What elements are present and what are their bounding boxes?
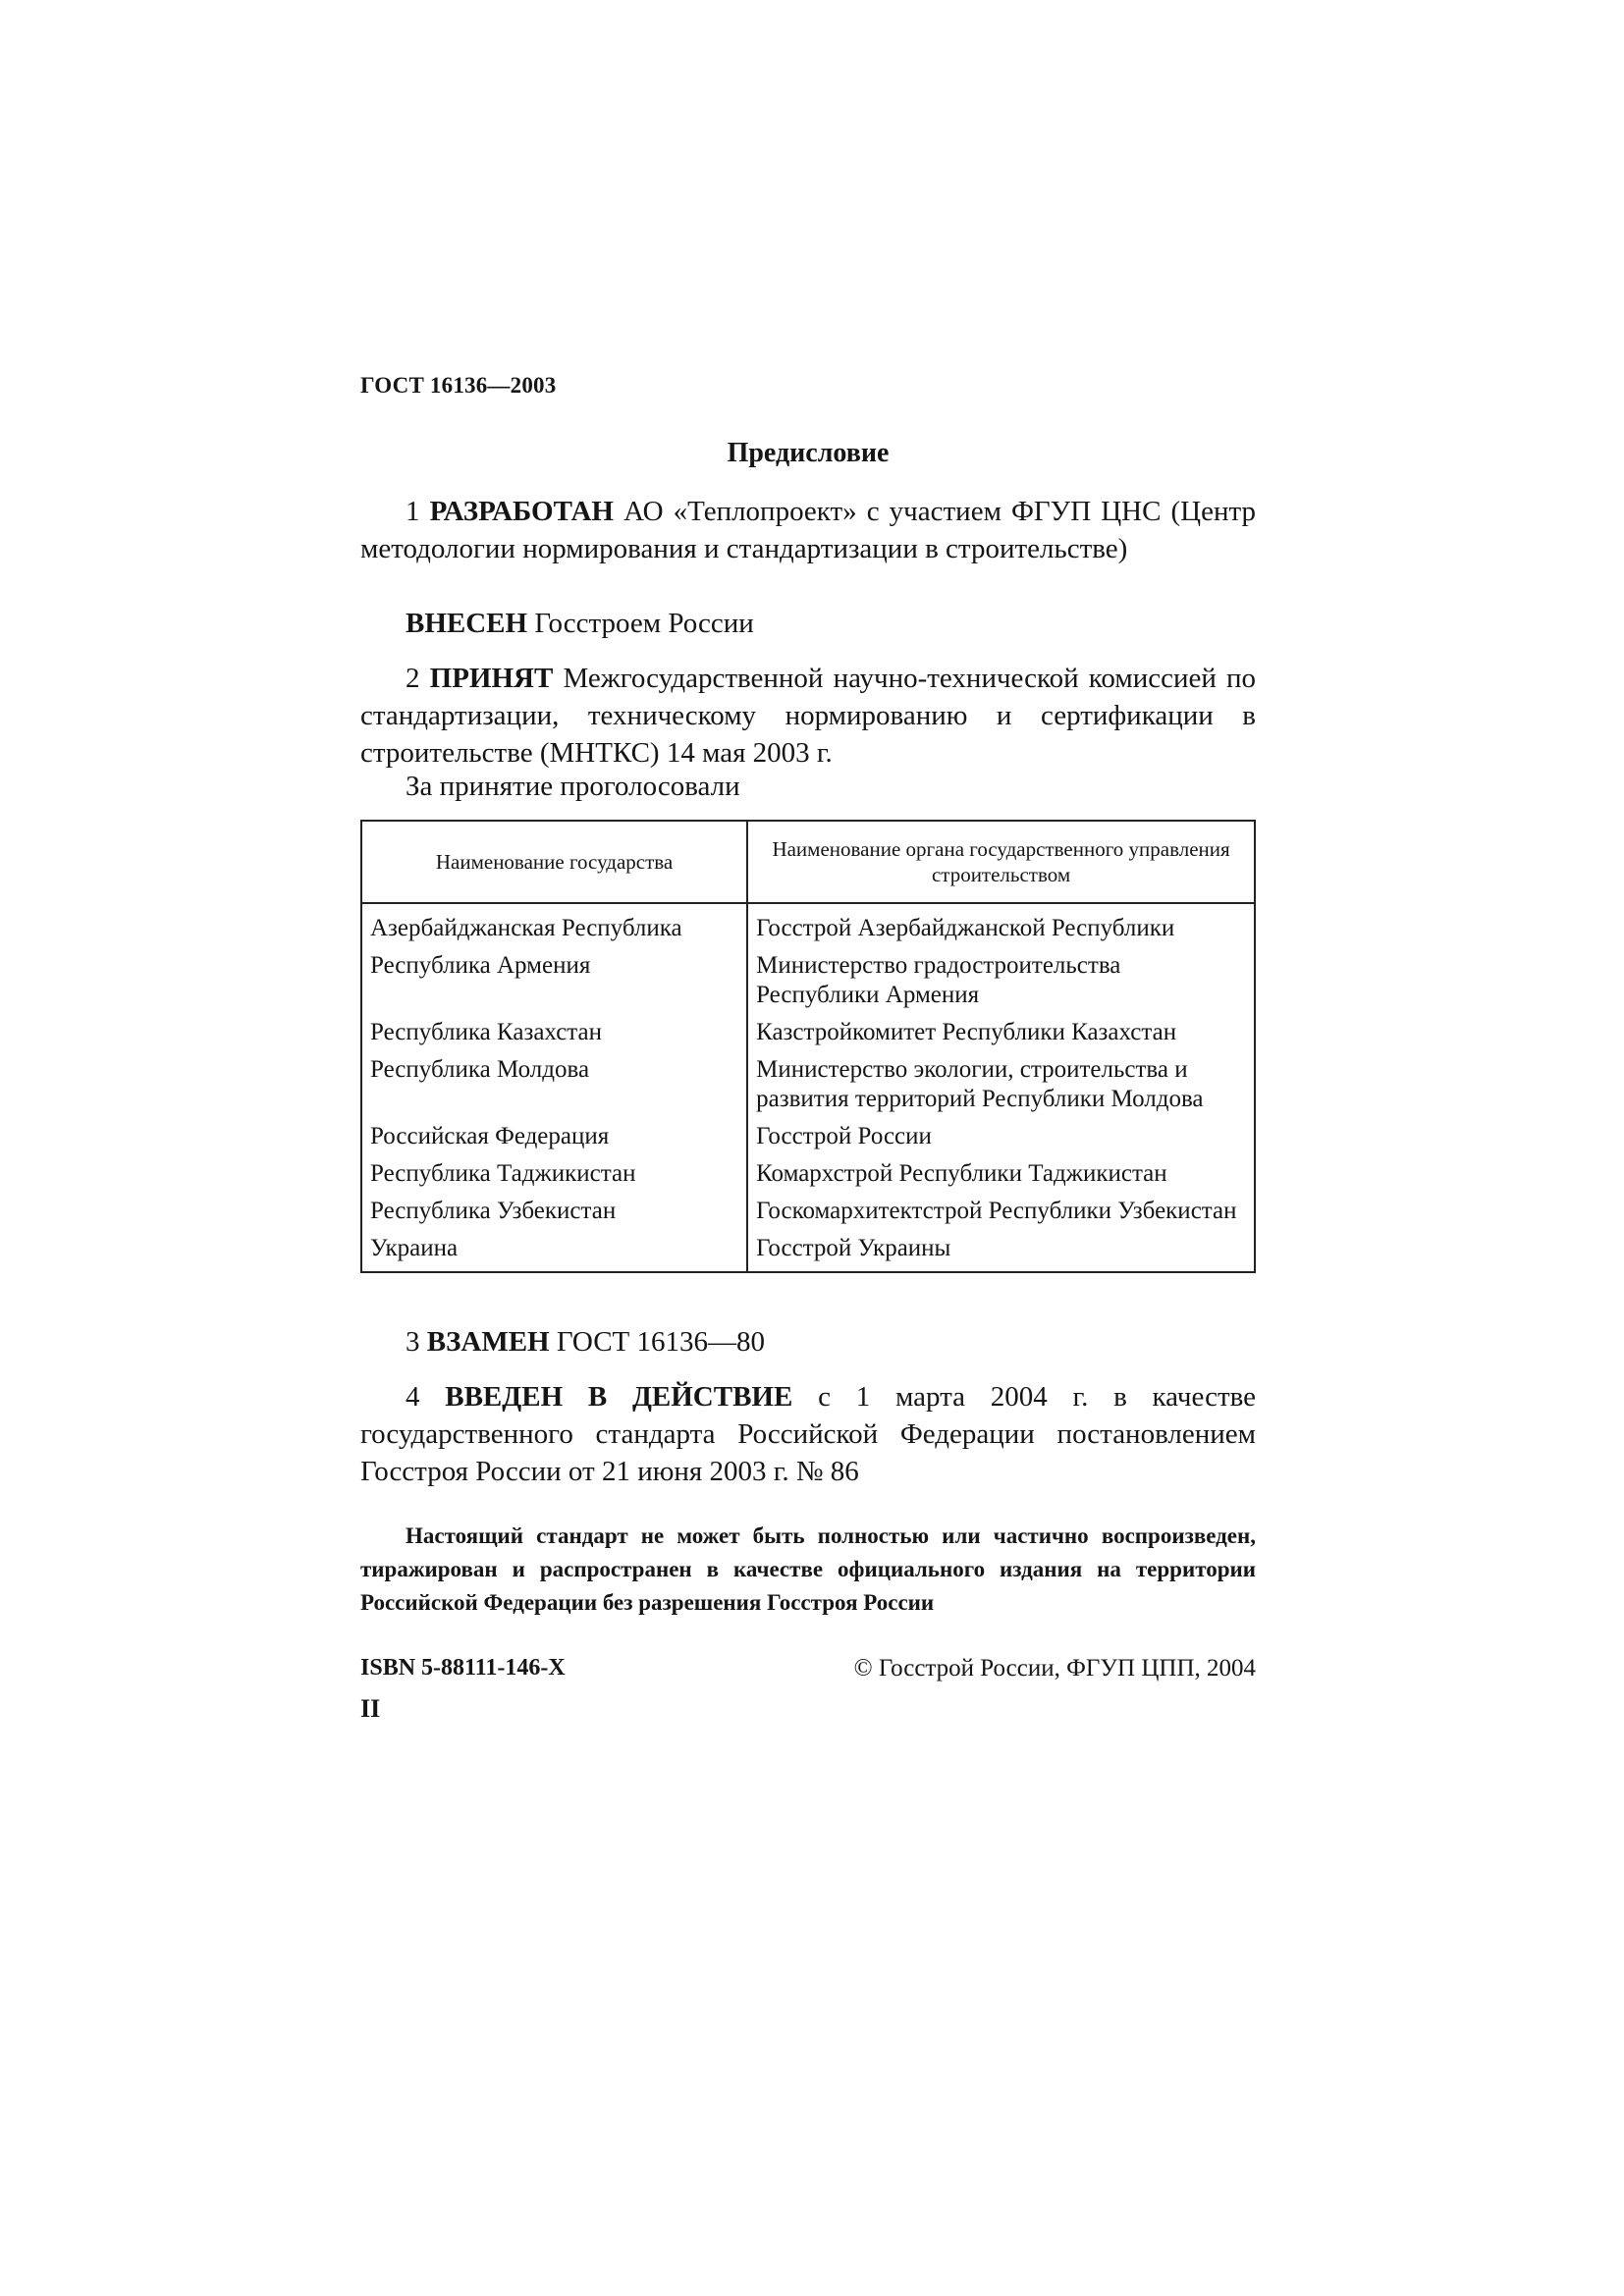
item-keyword: ВВЕДЕН В ДЕЙСТВИЕ: [445, 1381, 793, 1413]
state-cell: Республика Армения: [361, 951, 747, 1018]
item-developed: [360, 493, 1256, 567]
column-header-state: Наименование государства: [361, 821, 747, 903]
item-text: АО «Теплопроект» с участием ФГУП ЦНС (Центр методологии нормирования и стандартизации в строительстве): [360, 496, 1257, 564]
state-cell: Республика Молдова: [361, 1055, 747, 1122]
item-adopted: [360, 660, 1256, 772]
state-cell: Республика Узбекистан: [361, 1197, 747, 1234]
item-replaces: [360, 1323, 1256, 1361]
table-row: [361, 1055, 1255, 1122]
table-row: [361, 1018, 1255, 1055]
item-effective: [360, 1378, 1256, 1490]
state-cell: Украина: [361, 1234, 747, 1272]
item-keyword: ВНЕСЕН: [406, 608, 528, 639]
copyright-notice: Настоящий стандарт не может быть полностью или частично воспроизведен, тиражирован и распространен в качестве официального издания на территории Российской Федерации без разрешения Госстроя России: [360, 1523, 1256, 1615]
authority-cell: Госстрой Украины: [747, 1234, 1255, 1272]
state-cell: Республика Таджикистан: [361, 1159, 747, 1197]
item-number: 3: [406, 1326, 420, 1358]
page-number: II: [360, 1694, 381, 1723]
authority-cell: Госкомархитектстрой Республики Узбекистан: [747, 1197, 1255, 1234]
authority-cell: Госстрой Азербайджанской Республики: [747, 903, 1255, 951]
authority-cell: Министерство экологии, строительства и развития территорий Республики Молдова: [747, 1055, 1255, 1122]
item-introduced: [360, 605, 1256, 642]
copyright-line: © Госстрой России, ФГУП ЦПП, 2004: [853, 1655, 1256, 1682]
page-title: Предисловие: [727, 438, 890, 468]
item-keyword: РАЗРАБОТАН: [429, 496, 614, 527]
item-number: 4: [406, 1381, 420, 1413]
item-text: с 1 марта 2004 г. в качестве государственного стандарта Российской Федерации постановлением Госстроя России от 21 июня 2003 г. № 86: [360, 1381, 1257, 1487]
state-cell: Азербайджанская Республика: [361, 903, 747, 951]
state-cell: Российская Федерация: [361, 1122, 747, 1159]
table-row: [361, 1159, 1255, 1197]
authority-cell: Госстрой России: [747, 1122, 1255, 1159]
authority-cell: Министерство градостроительства Республики Армения: [747, 951, 1255, 1018]
table-row: [361, 1122, 1255, 1159]
item-keyword: ВЗАМЕН: [426, 1326, 550, 1358]
table-row: [361, 1234, 1255, 1272]
item-number: 2: [406, 663, 420, 694]
state-cell: Республика Казахстан: [361, 1018, 747, 1055]
table-row: [361, 951, 1255, 1018]
item-text: Госстроем России: [534, 608, 754, 639]
authority-cell: Казстройкомитет Республики Казахстан: [747, 1018, 1255, 1055]
table-row: [361, 1197, 1255, 1234]
isbn: ISBN 5-88111-146-X: [360, 1655, 566, 1681]
authority-cell: Комархстрой Республики Таджикистан: [747, 1159, 1255, 1197]
voting-table: [360, 820, 1256, 1273]
item-text: ГОСТ 16136—80: [556, 1326, 766, 1358]
voted-label: За принятие проголосовали: [406, 771, 740, 802]
document-code: ГОСТ 16136—2003: [360, 373, 557, 398]
table-row: [361, 903, 1255, 951]
item-text: Межгосударственной научно-технической комиссией по стандартизации, техническому нормированию и сертификации в строительстве (МНТКС) 14 мая 2003 г.: [360, 663, 1257, 769]
table-header-row: [361, 821, 1255, 903]
item-number: 1: [406, 496, 420, 527]
column-header-authority: Наименование органа государственного управления строительством: [747, 821, 1255, 903]
item-keyword: ПРИНЯТ: [429, 663, 554, 694]
